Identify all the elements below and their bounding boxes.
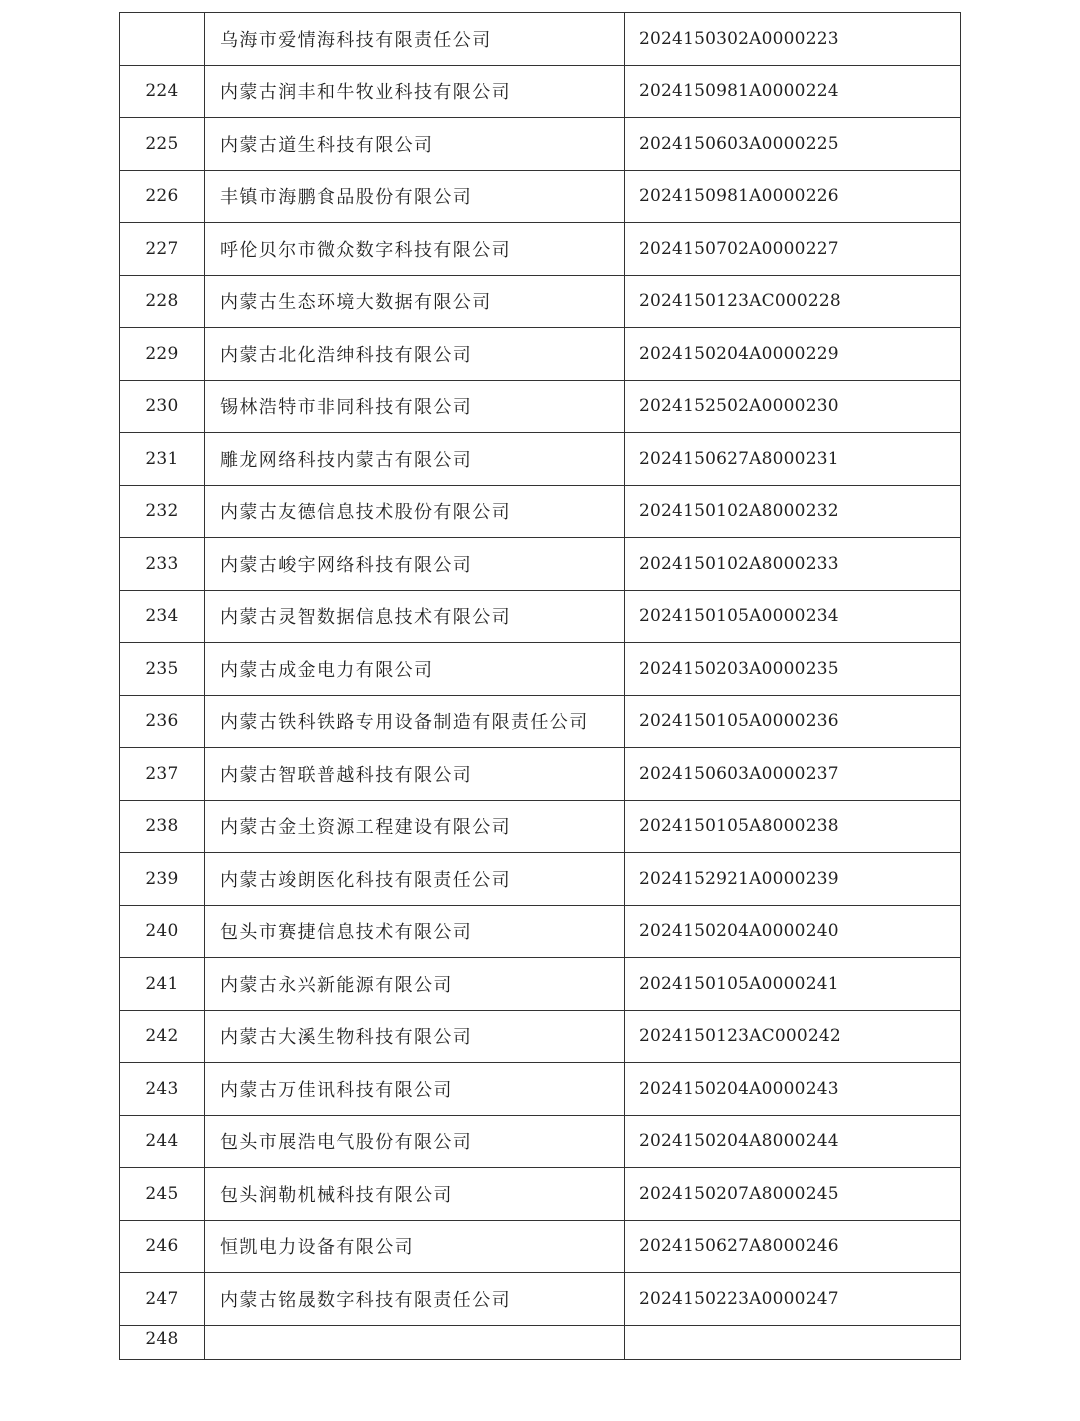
- table-row: [120, 1063, 961, 1116]
- row-number: 232: [120, 485, 205, 538]
- company-name: 呼伦贝尔市微众数字科技有限公司: [205, 223, 625, 276]
- table-row: [120, 118, 961, 171]
- row-number: 228: [120, 275, 205, 328]
- table-row: [120, 1010, 961, 1063]
- row-number: 231: [120, 433, 205, 486]
- table-row: [120, 65, 961, 118]
- table-row: [120, 538, 961, 591]
- table-row: [120, 1273, 961, 1326]
- row-number: 247: [120, 1273, 205, 1326]
- company-name: 内蒙古峻宇网络科技有限公司: [205, 538, 625, 591]
- table-row: [120, 800, 961, 853]
- row-number: 227: [120, 223, 205, 276]
- row-number: 230: [120, 380, 205, 433]
- company-name: 内蒙古灵智数据信息技术有限公司: [205, 590, 625, 643]
- registration-code: 2024150223A0000247: [625, 1273, 961, 1326]
- registration-code: 2024150105A8000238: [625, 800, 961, 853]
- registration-code: 2024150302A0000223: [625, 13, 961, 66]
- company-name: 恒凯电力设备有限公司: [205, 1220, 625, 1273]
- table-row: [120, 1325, 961, 1359]
- company-name: 包头市赛捷信息技术有限公司: [205, 905, 625, 958]
- table-row: [120, 328, 961, 381]
- row-number: 229: [120, 328, 205, 381]
- table-row: [120, 433, 961, 486]
- registration-code: 2024150204A8000244: [625, 1115, 961, 1168]
- company-name: 内蒙古道生科技有限公司: [205, 118, 625, 171]
- company-list-table: [119, 12, 961, 1360]
- registration-code: 2024150105A0000241: [625, 958, 961, 1011]
- row-number: 239: [120, 853, 205, 906]
- company-name: 内蒙古万佳讯科技有限公司: [205, 1063, 625, 1116]
- row-number: 225: [120, 118, 205, 171]
- company-name: 内蒙古金土资源工程建设有限公司: [205, 800, 625, 853]
- registration-code: 2024150102A8000232: [625, 485, 961, 538]
- table-row: [120, 853, 961, 906]
- row-number: 238: [120, 800, 205, 853]
- row-number: 233: [120, 538, 205, 591]
- registration-code: 2024150204A0000243: [625, 1063, 961, 1116]
- company-name: 内蒙古友德信息技术股份有限公司: [205, 485, 625, 538]
- table-row: [120, 275, 961, 328]
- registration-code: 2024150105A0000234: [625, 590, 961, 643]
- row-number: 224: [120, 65, 205, 118]
- row-number: [120, 13, 205, 66]
- registration-code: 2024150627A8000231: [625, 433, 961, 486]
- company-name: 乌海市爱情海科技有限责任公司: [205, 13, 625, 66]
- table-row: [120, 748, 961, 801]
- row-number: 241: [120, 958, 205, 1011]
- company-name: 内蒙古铭晟数字科技有限责任公司: [205, 1273, 625, 1326]
- registration-code: 2024150203A0000235: [625, 643, 961, 696]
- registration-code: 2024150123AC000242: [625, 1010, 961, 1063]
- registration-code: 2024150102A8000233: [625, 538, 961, 591]
- company-name: 内蒙古大溪生物科技有限公司: [205, 1010, 625, 1063]
- table-row: [120, 590, 961, 643]
- table-row: [120, 485, 961, 538]
- company-name: 锡林浩特市非同科技有限公司: [205, 380, 625, 433]
- registration-code: 2024150981A0000224: [625, 65, 961, 118]
- registration-code: 2024152502A0000230: [625, 380, 961, 433]
- company-name: 内蒙古竣朗医化科技有限责任公司: [205, 853, 625, 906]
- table-body: [120, 13, 961, 1360]
- registration-code: 2024150627A8000246: [625, 1220, 961, 1273]
- company-name: 内蒙古智联普越科技有限公司: [205, 748, 625, 801]
- company-name: 包头市展浩电气股份有限公司: [205, 1115, 625, 1168]
- company-name: 内蒙古生态环境大数据有限公司: [205, 275, 625, 328]
- table-row: [120, 1115, 961, 1168]
- company-name: 内蒙古永兴新能源有限公司: [205, 958, 625, 1011]
- registration-code: 2024150981A0000226: [625, 170, 961, 223]
- table-row: [120, 1168, 961, 1221]
- registration-code: 2024150204A0000240: [625, 905, 961, 958]
- registration-code: 2024150105A0000236: [625, 695, 961, 748]
- table-row: [120, 643, 961, 696]
- company-name: 包头润勒机械科技有限公司: [205, 1168, 625, 1221]
- row-number: 235: [120, 643, 205, 696]
- registration-code: [625, 1325, 961, 1359]
- table-row: [120, 905, 961, 958]
- row-number: 226: [120, 170, 205, 223]
- company-name: 雕龙网络科技内蒙古有限公司: [205, 433, 625, 486]
- company-name: 丰镇市海鹏食品股份有限公司: [205, 170, 625, 223]
- row-number: 244: [120, 1115, 205, 1168]
- row-number: 246: [120, 1220, 205, 1273]
- row-number: 242: [120, 1010, 205, 1063]
- registration-code: 2024150603A0000237: [625, 748, 961, 801]
- company-name: 内蒙古北化浩绅科技有限公司: [205, 328, 625, 381]
- table-row: [120, 958, 961, 1011]
- table-row: [120, 1220, 961, 1273]
- row-number: 240: [120, 905, 205, 958]
- registration-code: 2024150207A8000245: [625, 1168, 961, 1221]
- table-row: [120, 170, 961, 223]
- row-number: 245: [120, 1168, 205, 1221]
- row-number: 237: [120, 748, 205, 801]
- company-name: 内蒙古成金电力有限公司: [205, 643, 625, 696]
- table-row: [120, 695, 961, 748]
- registration-code: 2024150702A0000227: [625, 223, 961, 276]
- company-name: [205, 1325, 625, 1359]
- row-number: 234: [120, 590, 205, 643]
- company-name: 内蒙古润丰和牛牧业科技有限公司: [205, 65, 625, 118]
- registration-code: 2024150204A0000229: [625, 328, 961, 381]
- row-number: 243: [120, 1063, 205, 1116]
- company-name: 内蒙古铁科铁路专用设备制造有限责任公司: [205, 695, 625, 748]
- table-row: [120, 13, 961, 66]
- table-row: [120, 380, 961, 433]
- registration-code: 2024150603A0000225: [625, 118, 961, 171]
- row-number: 236: [120, 695, 205, 748]
- registration-code: 2024152921A0000239: [625, 853, 961, 906]
- registration-code: 2024150123AC000228: [625, 275, 961, 328]
- row-number: 248: [120, 1325, 205, 1359]
- table-row: [120, 223, 961, 276]
